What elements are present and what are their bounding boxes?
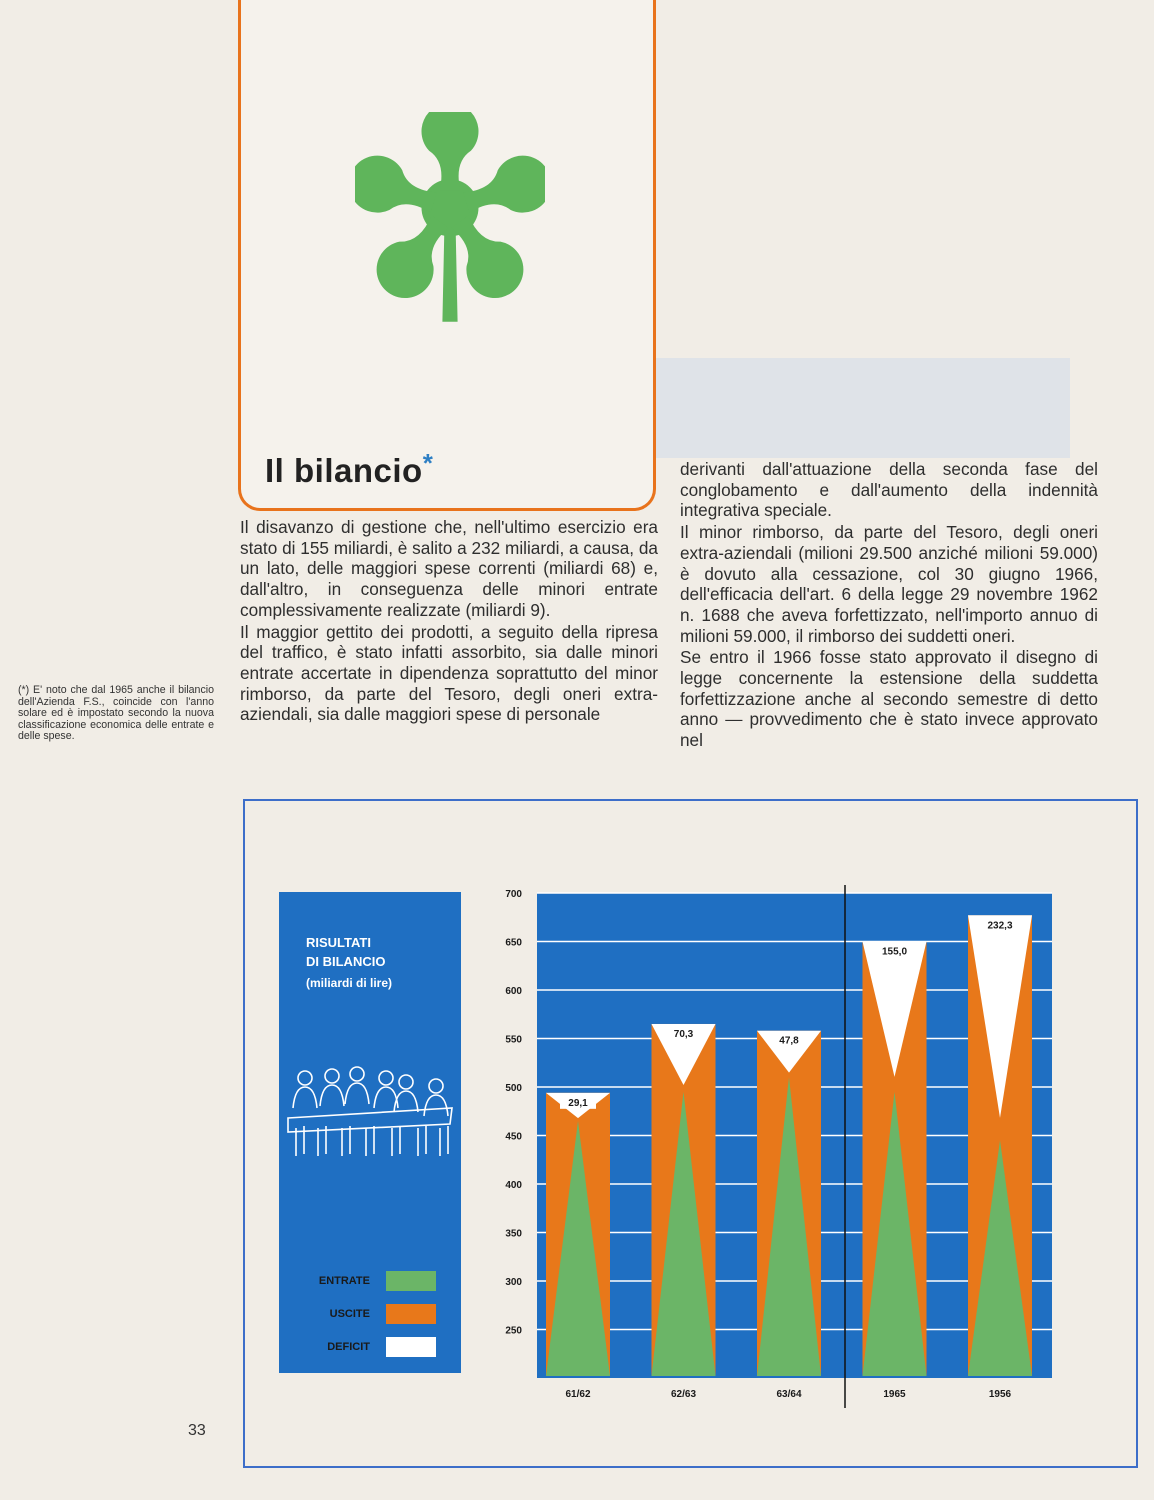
data-label: 155,0 [881,946,908,958]
legend-swatch [386,1271,436,1291]
legend-swatch [386,1304,436,1324]
legend-label: USCITE [329,1308,370,1320]
chart-title-line: RISULTATI [306,935,371,950]
x-tick-label: 61/62 [565,1389,591,1400]
y-tick-label: 600 [505,986,522,997]
x-tick-label: 1965 [883,1389,906,1400]
y-tick-label: 250 [505,1325,522,1337]
chart-subtitle: (miliardi di lire) [306,976,393,990]
paragraph: Se entro il 1966 fosse stato approvato il disegno di legge concernente la estensione della suddetta forfettizzazione anche al secondo semestre di detto anno — provvedimento che è stato invece approvato nel [680,647,1098,751]
y-tick-label: 450 [505,1131,522,1143]
data-label: 70,3 [673,1028,694,1040]
x-tick-label: 63/64 [776,1389,802,1400]
x-tick-label: 1956 [988,1389,1012,1400]
legend-swatch [386,1337,436,1357]
section-title-text: Il bilancio [265,452,423,489]
y-tick-label: 400 [505,1180,522,1191]
y-tick-label: 650 [505,937,522,949]
paragraph: Il minor rimborso, da parte del Tesoro, degli oneri extra-aziendali (milioni 29.500 anziché milioni 59.000) è dovuto alla cessazione, col 30 giugno 1966, dell'efficacia dell'art. 6 della legge 29 novembre 1962 n. 1688 che aveva forfettizzato, nell'importo annuo di milioni 59.000, il rimborso dei suddetti oneri. [680,522,1098,646]
data-label: 232,3 [987,920,1013,932]
y-tick-label: 300 [505,1277,522,1288]
page-number: 33 [188,1422,206,1439]
data-label: 29,1 [568,1097,588,1109]
legend-label: ENTRATE [318,1275,370,1287]
paragraph: Il maggior gettito dei prodotti, a seguito della ripresa del traffico, è stato infatti assorbito, sia dalle minori entrate accertate in dipendenza soprattutto del minor rimborso, da parte del Tesoro, degli oneri extra-aziendali, sia dalle maggiori spese di personale [240,621,658,725]
y-tick-label: 550 [505,1034,522,1046]
chart-title-line: DI BILANCIO [306,954,386,969]
y-tick-label: 350 [505,1228,522,1240]
paragraph: derivanti dall'attuazione della seconda fase del conglobamento e dall'aumento della indennità integrativa speciale. [680,459,1098,521]
legend-label: DEFICIT [327,1341,370,1353]
y-tick-label: 500 [505,1083,522,1094]
footnote: (*) E' noto che dal 1965 anche il bilancio dell'Azienda F.S., coincide con l'anno solare ed è impostato secondo la nuova classificazione economica delle entrate e delle spese. [18,684,214,743]
x-tick-label: 62/63 [670,1389,697,1400]
y-tick-label: 700 [505,889,522,900]
title-footnote-mark: * [422,448,434,478]
data-label: 47,8 [779,1035,799,1047]
paragraph: Il disavanzo di gestione che, nell'ultimo esercizio era stato di 155 miliardi, è salito a 232 miliardi, a causa, da un lato, delle maggiori spese correnti (miliardi 68) e, dall'altro, in conseguenza delle minori entrate complessivamente realizzate (miliardi 9). [240,517,658,620]
